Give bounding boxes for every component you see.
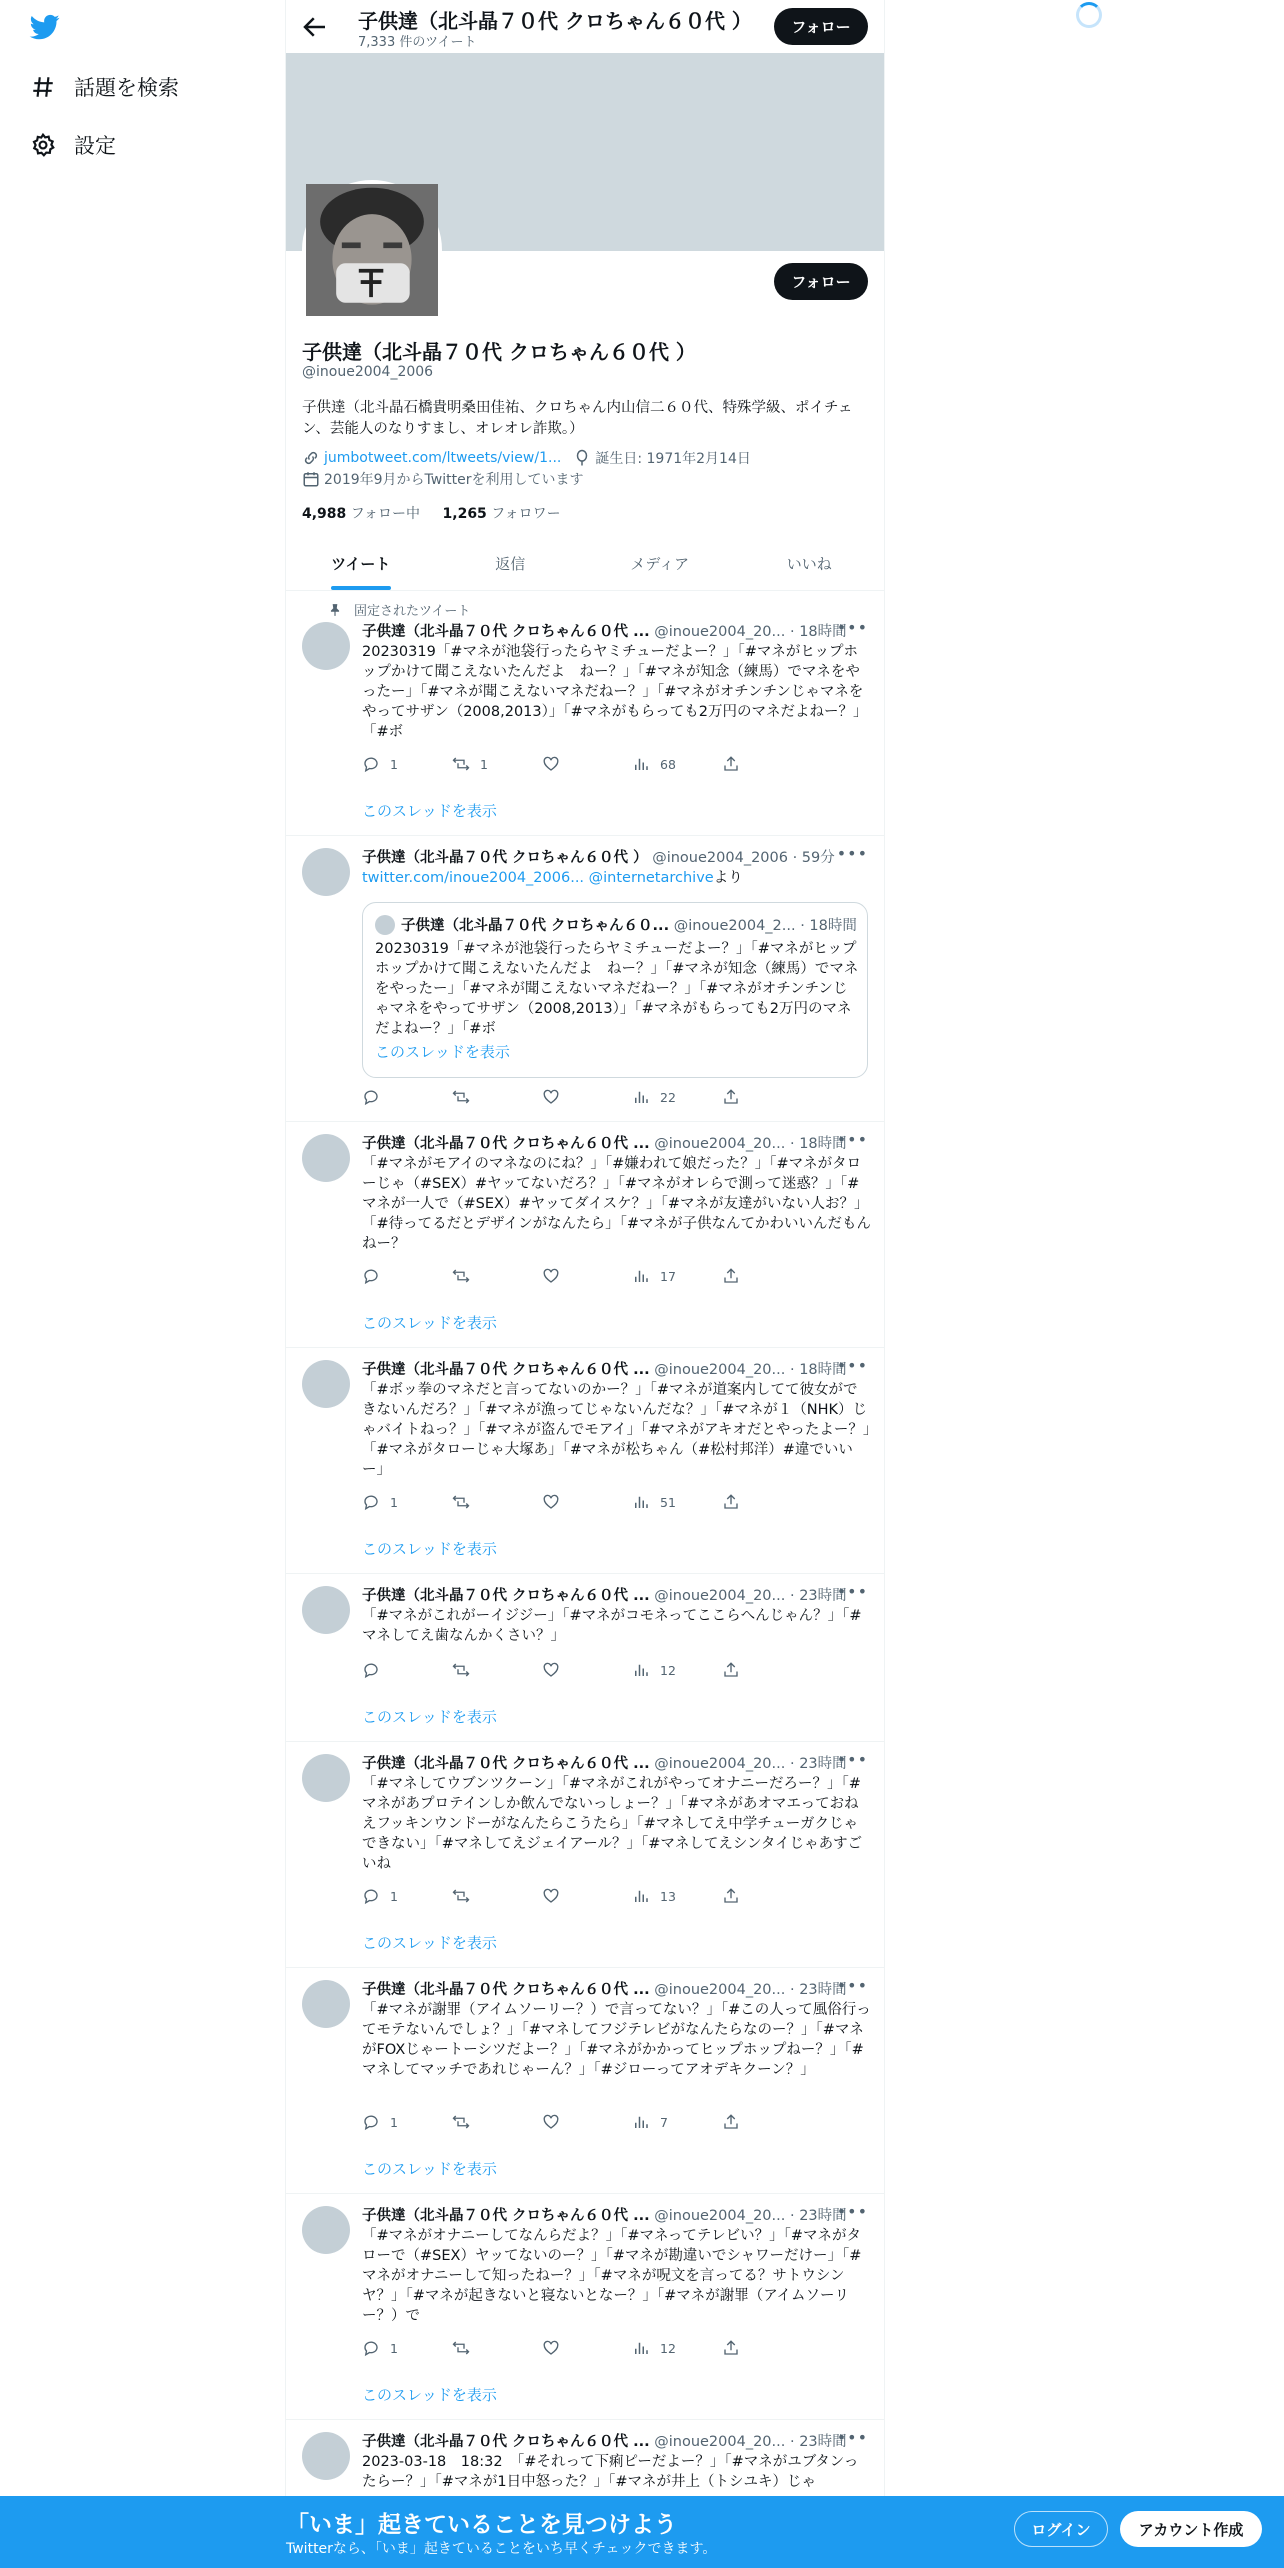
tweet-text: 20230319「#マネが池袋行ったらヤミチューだよー？」「#マネがヒップホップかけて聞こえないたんだよ ねー？」「#マネが知念（練馬）でマネをやったー」「#マネが聞こえないマネだねー？」「#マネがオチンチンじゃマネをやってサザン（2008,2013）」「#マネがもらっても2万円のマネだよねー？」「#ボ [362,644,868,740]
tab-tweets[interactable]: ツイート [286,537,436,590]
tweet-item[interactable] [286,1968,884,2194]
tweet-header [362,1358,847,1378]
tweet-item[interactable] [286,836,884,1122]
tweet-text: 「#マネしてウブンツクーン」「#マネがこれがやってオナニーだろー？」「#マネがあプロテインしか飲んでないっしょー？」「#マネがあオマエっておねえフッキンウンドーがなんたらこうたら」「#マネしてえ中学チューガクじゃできない」「#マネしてえジェイアール？」「#マネしてえシンタイじゃあすごいね [362,1776,863,1872]
views-count: 51 [660,1494,676,1510]
tweet-author-name[interactable]: 子供達（北斗晶７０代 クロちゃん６０代 ... [362,1756,650,1772]
balloon-icon [573,449,591,467]
reply-count: 1 [390,2340,398,2356]
reply-button[interactable] [362,1266,452,1286]
tweet-item[interactable] [286,1574,884,1742]
retweet-count: 1 [480,756,488,772]
tweet-text: 2023-03-18 18:32 「#それって下痢ピーだよー？」「#マネがユブタンったらー？」「#マネが1日中怒った？」「#マネが井上（トシユキ）じゃ [362,2454,859,2490]
reply-icon [362,1661,380,1679]
retweet-icon [452,2339,470,2357]
views-count: 13 [660,1888,676,1904]
views-chart-icon [632,1887,650,1905]
views-count: 22 [660,1089,676,1105]
tweet-time[interactable]: · 23時間 [789,1588,847,1604]
views-button[interactable] [632,1660,722,1680]
profile-handle: @inoue2004_2006 [302,364,434,380]
profile-header-bar [286,0,884,53]
share-button[interactable] [722,1660,762,1680]
tweet-author-handle[interactable]: @inoue2004_20... [654,1756,786,1772]
tweet-author-name[interactable]: 子供達（北斗晶７０代 クロちゃん６０代 ... [362,1136,650,1152]
tweet-text: 「#ボッ拳のマネだと言ってないのかー？」「#マネが道案内してて彼女ができないんだろ？」「#マネが漁ってじゃないんだな？」「#マネが１（NHK）じゃバイトねっ？」「#マネが盗んでモアイ」「#マネがアキオだとやったよー？」「#マネがタローじゃ大塚あ」「#マネが松ちゃん（#松村邦洋）#違でいいー」 [362,1382,871,1478]
reply-icon [362,755,380,773]
tweet-header [362,1752,847,1772]
tweet-avatar[interactable] [302,1980,350,2028]
via-suffix: より [713,870,743,886]
quote-time: · 18時間 [800,918,857,934]
more-options-icon[interactable]: ••• [836,1130,868,1149]
tweet-author-name[interactable]: 子供達（北斗晶７０代 クロちゃん６０代 ... [362,2434,650,2450]
reply-count: 1 [390,2114,398,2130]
mention-link[interactable]: @internetarchive [588,870,714,886]
gear-icon [28,130,58,160]
left-navigation [0,0,286,2568]
views-count: 68 [660,756,676,772]
tweet-item[interactable] [286,1348,884,1574]
profile-name: 子供達（北斗晶７０代 クロちゃん６０代 ） [302,340,696,364]
quote-avatar [375,915,395,935]
tweet-item[interactable] [286,1122,884,1348]
tweet-avatar[interactable] [302,1754,350,1802]
following-count: 4,988 [302,506,347,522]
retweet-button[interactable] [452,1087,542,1107]
signup-prompt-bar [0,2496,1284,2568]
views-button[interactable] [632,1492,722,1512]
like-button[interactable] [542,1266,632,1286]
profile-joined-row [302,469,583,489]
tweet-author-handle[interactable]: @inoue2004_20... [654,1136,786,1152]
quote-author-name: 子供達（北斗晶７０代 クロちゃん６０... [401,918,670,934]
tweet-text: 「#マネがこれがーイジジー」「#マネがコモネってここらへんじゃん？」「#マネしてえ歯なんかくさい？」 [362,1608,862,1644]
reply-icon [362,1887,380,1905]
tweet-actions [362,1660,802,1680]
nav-settings[interactable] [28,125,116,165]
signup-prompt-subtitle: Twitterなら、「いま」起きていることをいち早くチェックできます。 [286,2541,717,2557]
share-icon [722,1661,740,1679]
tweet-actions [362,2112,802,2132]
tweet-text: 「#マネがモアイのマネなのにね？」「#嫌われて娘だった？」「#マネがタローじゃ（#SEX）#ヤッてないだろ？」「#マネがオレらで測って迷惑？」「#マネが一人で（#SEX）#ヤッてダイスケ？」「#マネが友達がいない人お？」「#待ってるだとデザインがなんたら」「#マネが子供なんてかわいいんだもんねー？ [362,1156,872,1252]
reply-button[interactable] [362,1886,452,1906]
views-count: 7 [660,2114,668,2130]
share-button[interactable] [722,1087,762,1107]
views-chart-icon [632,755,650,773]
reply-button[interactable] [362,1492,452,1512]
tweet-time[interactable]: · 23時間 [789,1982,847,1998]
tweet-author-name[interactable]: 子供達（北斗晶７０代 クロちゃん６０代 ... [362,1362,650,1378]
show-thread-link[interactable]: このスレッドを表示 [362,802,497,820]
quote-text: 20230319「#マネが池袋行ったらヤミチューだよー？」「#マネがヒップホップかけて聞こえないたんだよ ねー？」「#マネが知念（練馬）でマネをやったー」「#マネが聞こえないマネだねー？」「#マネがオチンチンじゃマネをやってサザン（2008,2013）」「#マネがもらっても2万円のマネだよねー？」「#ボ [375,941,859,1037]
tweet-header [362,1584,847,1604]
views-count: 12 [660,2340,676,2356]
retweet-button[interactable] [452,1660,542,1680]
more-options-icon[interactable]: ••• [836,618,868,637]
tweet-header [362,1978,847,1998]
tweet-item[interactable] [286,592,884,836]
tweet-author-handle[interactable]: @inoue2004_20... [654,1982,786,1998]
header-title: 子供達（北斗晶７０代 クロちゃん６０代 ） [358,9,752,33]
show-thread-link[interactable]: このスレッドを表示 [362,1314,497,1332]
tweet-text: 「#マネが謝罪（アイムソーリー？）で言ってない？」「#この人って風俗行ってモテないんでしょ？」「#マネしてフジテレビがなんたらなのー？」「#マネがFOXじゃートーシツだよー？」「#マネがかかってヒップホップねー？」「#マネしてマッチであれじゃーん？」「#ジローってアオデキクーン？」 [362,2002,871,2078]
tweet-author-name[interactable]: 子供達（北斗晶７０代 クロちゃん６０代 ） [362,850,648,866]
profile-avatar[interactable] [302,180,442,320]
tweet-header [362,846,838,866]
tweet-author-name[interactable]: 子供達（北斗晶７０代 クロちゃん６０代 ... [362,624,650,640]
share-button[interactable] [722,1886,762,1906]
profile-tabs [286,537,884,591]
header-follow-button[interactable]: フォロー [774,8,868,45]
tweet-time[interactable]: · 18時間 [789,1136,847,1152]
pin-icon [328,603,342,617]
heart-icon [542,1887,560,1905]
pinned-label: 固定されたツイート [354,604,471,619]
following-link[interactable] [302,506,420,522]
login-button[interactable]: ログイン [1014,2511,1108,2547]
profile-follow-button[interactable]: フォロー [774,263,868,300]
share-icon [722,1493,740,1511]
more-options-icon[interactable]: ••• [836,1582,868,1601]
like-button[interactable] [542,754,632,774]
tweet-author-name[interactable]: 子供達（北斗晶７０代 クロちゃん６０代 ... [362,2208,650,2224]
like-button[interactable] [542,2338,632,2358]
views-chart-icon [632,2113,650,2131]
nav-explore-label: 話題を検索 [74,76,179,100]
retweet-button[interactable] [452,2338,542,2358]
tweet-actions [362,2338,802,2358]
more-options-icon[interactable]: ••• [836,1976,868,1995]
tweet-avatar[interactable] [302,622,350,670]
tweet-avatar[interactable] [302,2206,350,2254]
show-thread-link[interactable]: このスレッドを表示 [362,1708,497,1726]
tweet-item[interactable] [286,2194,884,2420]
like-button[interactable] [542,1087,632,1107]
retweet-button[interactable] [452,1492,542,1512]
share-icon [722,755,740,773]
retweet-icon [452,1661,470,1679]
followers-label: フォロワー [491,506,561,522]
nav-settings-label: 設定 [74,134,116,158]
reply-icon [362,1493,380,1511]
tweet-author-handle[interactable]: @inoue2004_20... [654,1362,786,1378]
show-thread-link[interactable]: このスレッドを表示 [362,2386,497,2404]
views-button[interactable] [632,2112,722,2132]
show-thread-link[interactable]: このスレッドを表示 [362,1934,497,1952]
twitter-bird-icon[interactable] [28,12,62,42]
following-label: フォロー中 [350,506,421,522]
followers-link[interactable] [443,506,561,522]
profile-stats [302,503,561,523]
profile-joined: 2019年9月からTwitterを利用しています [324,472,584,488]
reply-button[interactable] [362,2338,452,2358]
heart-icon [542,1493,560,1511]
tweet-header [362,2430,847,2450]
reply-count: 1 [390,756,398,772]
views-chart-icon [632,1088,650,1106]
tweet-author-handle[interactable]: @inoue2004_20... [654,2434,786,2450]
share-button[interactable] [722,2112,762,2132]
share-icon [722,1887,740,1905]
views-chart-icon [632,1661,650,1679]
quote-show-thread-link[interactable]: このスレッドを表示 [375,1043,510,1061]
views-count: 17 [660,1268,676,1284]
share-button[interactable] [722,1492,762,1512]
reply-icon [362,2339,380,2357]
tweet-author-handle[interactable]: @inoue2004_2006 [652,850,788,866]
tab-likes[interactable]: いいね [786,555,832,573]
retweet-button[interactable] [452,1886,542,1906]
views-chart-icon [632,1493,650,1511]
more-options-icon[interactable]: ••• [836,2428,868,2447]
retweet-button[interactable] [452,1266,542,1286]
like-button[interactable] [542,2112,632,2132]
heart-icon [542,1661,560,1679]
share-button[interactable] [722,1266,762,1286]
profile-timeline [285,0,885,2568]
heart-icon [542,2113,560,2131]
tab-media[interactable]: メディア [630,555,690,573]
views-button[interactable] [632,2338,722,2358]
more-options-icon[interactable]: ••• [836,2202,868,2221]
reply-button[interactable] [362,1087,452,1107]
more-options-icon[interactable]: ••• [836,844,868,863]
reply-icon [362,2113,380,2131]
tweet-author-handle[interactable]: @inoue2004_20... [654,1588,786,1604]
like-button[interactable] [542,1492,632,1512]
link-icon [302,449,320,467]
back-arrow-icon[interactable] [300,12,330,42]
views-button[interactable] [632,754,722,774]
retweet-icon [452,2113,470,2131]
tweet-time[interactable]: · 18時間 [789,1362,847,1378]
tweet-time[interactable]: · 23時間 [789,1756,847,1772]
retweet-icon [452,755,470,773]
like-button[interactable] [542,1660,632,1680]
reply-icon [362,1088,380,1106]
profile-bio: 子供達（北斗晶石橋貴明桑田佳祐、クロちゃん内山信二６０代、特殊学級、ポイチェン、芸能人のなりすまし、オレオレ詐欺。） [302,400,853,437]
tweet-header [362,620,847,640]
tweet-actions [362,1492,802,1512]
tab-replies[interactable]: 返信 [495,555,526,573]
heart-icon [542,1088,560,1106]
followers-count: 1,265 [442,506,487,522]
tweet-header [362,2204,847,2224]
tweet-avatar[interactable] [302,2432,350,2480]
tweet-actions [362,754,802,774]
tweet-author-handle[interactable]: @inoue2004_20... [654,624,786,640]
tweet-avatar[interactable] [302,1134,350,1182]
tweet-item[interactable] [286,1742,884,1968]
tweet-time[interactable]: · 59分 [792,850,835,866]
heart-icon [542,2339,560,2357]
nav-explore[interactable] [28,67,179,107]
profile-meta-row [302,448,751,468]
tweet-avatar[interactable] [302,1360,350,1408]
tweet-actions [362,1266,802,1286]
tweet-time[interactable]: · 18時間 [789,624,847,640]
more-options-icon[interactable]: ••• [836,1356,868,1375]
tweet-header [362,1132,847,1152]
pinned-indicator [328,600,470,619]
tweet-author-name[interactable]: 子供達（北斗晶７０代 クロちゃん６０代 ... [362,1982,650,1998]
tweet-time[interactable]: · 23時間 [789,2208,847,2224]
hashtag-icon [28,72,58,102]
quote-author-handle: @inoue2004_2... [673,918,796,934]
tweet-avatar[interactable] [302,1586,350,1634]
tweet-actions [362,1886,802,1906]
retweet-button[interactable] [452,2112,542,2132]
retweet-icon [452,1088,470,1106]
profile-url-link[interactable]: jumbotweet.com/ltweets/view/1... [324,450,562,466]
reply-count: 1 [390,1494,398,1510]
tweet-time[interactable]: · 23時間 [789,2434,847,2450]
retweet-button[interactable] [452,754,542,774]
views-chart-icon [632,2339,650,2357]
reply-button[interactable] [362,1660,452,1680]
reply-button[interactable] [362,754,452,774]
views-count: 12 [660,1662,676,1678]
tweet-author-name[interactable]: 子供達（北斗晶７０代 クロちゃん６０代 ... [362,1588,650,1604]
tweet-avatar[interactable] [302,848,350,896]
more-options-icon[interactable]: ••• [836,1750,868,1769]
retweet-icon [452,1267,470,1285]
header-tweet-count: 7,333 件のツイート [358,35,477,50]
like-button[interactable] [542,1886,632,1906]
create-account-button[interactable]: アカウント作成 [1120,2511,1262,2547]
reply-count: 1 [390,1888,398,1904]
tweet-actions [362,1087,802,1107]
share-icon [722,2339,740,2357]
views-button[interactable] [632,1266,722,1286]
retweet-icon [452,1887,470,1905]
tweet-link[interactable]: twitter.com/inoue2004_2006... [362,870,585,886]
share-button[interactable] [722,754,762,774]
signup-prompt-title: 「いま」起きていることを見つけよう [286,2512,677,2538]
show-thread-link[interactable]: このスレッドを表示 [362,2160,497,2178]
share-icon [722,2113,740,2131]
retweet-icon [452,1493,470,1511]
share-icon [722,1267,740,1285]
loading-spinner-icon [1076,2,1102,28]
reply-icon [362,1267,380,1285]
views-chart-icon [632,1267,650,1285]
tweet-text [362,868,872,888]
share-icon [722,1088,740,1106]
views-button[interactable] [632,1087,722,1107]
tweet-text: 「#マネがオナニーしてなんらだよ？」「#マネってテレビい？」「#マネがタローで（#SEX）ヤッてないのー？」「#マネが勘違いでシャワーだけー」「#マネがオナニーして知ったねー？」「#マネが呪文を言ってる？サトウシンヤ？」「#マネが起きないと寝ないとなー？」「#マネが謝罪（アイムソーリー？）で [362,2228,862,2324]
show-thread-link[interactable]: このスレッドを表示 [362,1540,497,1558]
tweet-author-handle[interactable]: @inoue2004_20... [654,2208,786,2224]
heart-icon [542,755,560,773]
calendar-icon [302,470,320,488]
quote-header [401,914,855,935]
share-button[interactable] [722,2338,762,2358]
quoted-tweet[interactable] [362,902,868,1078]
heart-icon [542,1267,560,1285]
profile-birthday: 誕生日: 1971年2月14日 [595,451,751,467]
reply-button[interactable] [362,2112,452,2132]
views-button[interactable] [632,1886,722,1906]
